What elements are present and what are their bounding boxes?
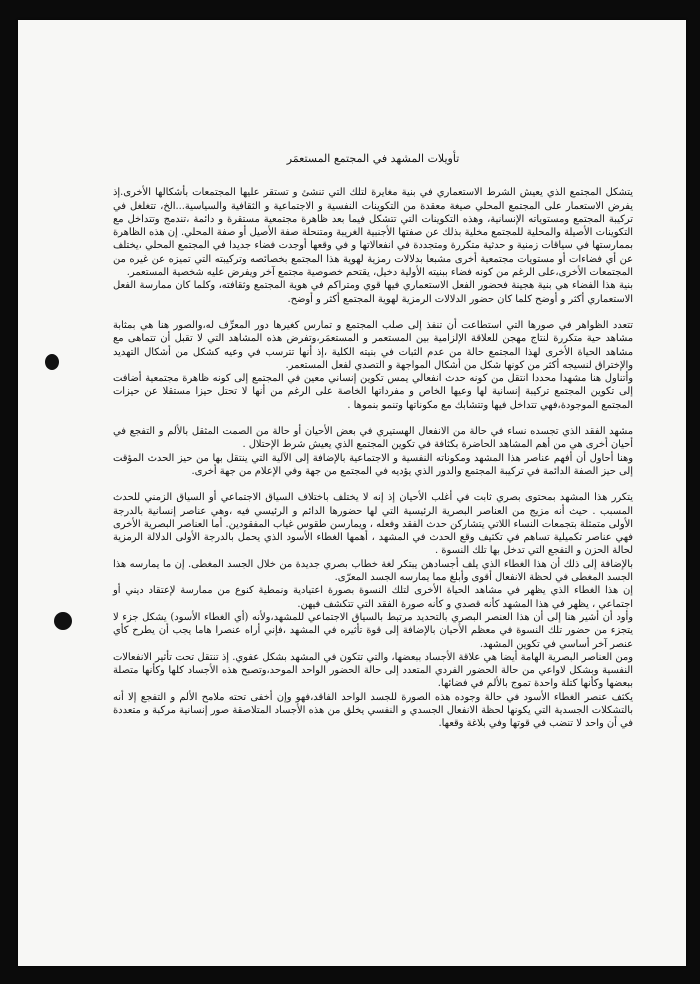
paragraph-text: يتكرر هذا المشهد بمحتوى بصري ثابت في أغلب الأحيان إذ إنه لا يختلف باختلاف السياق الاجتماعي أو السياق الزمني للحدث المسبب . حيث أنه مزيج من العناصر البصرية الرئيسية التي لها حضورها الدائم و الرئيسي فيه ،وهي عناصر إنسانية بالدرجة الأولى متمثلة بتجمعات النساء اللاتي يتشاركن حدث الفقد وفعله ، ويمارسن طقوس غياب المفقودين. أما العناصر البصرية الأخرى فهي عناصر تكميلية تساهم في تكثيف وقع الحدث في المشهد ، أهمها الغطاء الأسود الذي يحمل بالدرجة الأولى الدلالة الرمزية لحالة الحزن و التفجع التي تدخل بها تلك النسوة . xyxy=(113,492,633,557)
punch-hole-top xyxy=(45,354,59,370)
paper-sheet xyxy=(18,20,686,966)
paragraph-text: مشهد الفقد الذي تجسده نساء في حالة من الانفعال الهستيري في بعض الأحيان أو حالة من الصمت المثقل بالألم و التفجع في أحيان أخرى هي من أهم المشاهد الحاضرة بكثافة في تكوين المجتمع الذي يعيش شرط الإحتلال . xyxy=(113,426,633,451)
punch-hole-middle xyxy=(54,612,72,630)
paragraph-text: وهنا أحاول أن أفهم عناصر هذا المشهد ومكوناته النفسية و الاجتماعية بالإضافة إلى الآلية التي ينتقل بها من حيز الحدث المؤقت إلى حيز الصفة الدائمة في تركيبة المجتمع والدور الذي يؤديه في المجتمع من جهة وفي الإعلام من جهة أخرى. xyxy=(113,452,633,477)
paragraph-text: ومن العناصر البصرية الهامة أيضا هي علاقة الأجساد ببعضها، والتي تتكون في المشهد بشكل عفوي. إذ تنتقل تحت تأثير الانفعالات النفسية وبشكل لاواعي من حالة الحضور الفردي المتعدد إلى حالة الحضور الواحد الموحد،وتصبح هذه الأجساد كلها وكأنها متصلة ببعضها وكأنها كتلة واحدة تموج بالألم في فضائها. xyxy=(113,651,633,690)
paragraph-text: إن هذا الغطاء الذي يظهر في مشاهد الحياة الأخرى لتلك النسوة بصورة اعتيادية ونمطية كنوع من ممارسة لإعتقاد ديني أو اجتماعي ، يظهر في هذا المشهد كأنه قصدي و كأنه صورة الفقد التي تتكشف فيهن. xyxy=(113,585,633,610)
paragraph-4 xyxy=(113,491,633,730)
paragraph-text: يكثف عنصر الغطاء الأسود في حالة وجوده هذه الصورة للجسد الواحد الفاقد،فهو وإن أخفى تحته ملامح الألم و التفجع إلا أنه بالتشكلات الجسدية التي يكونها لحظة الانفعال الجسدي و النفسي يخلق من هذه الأجساد المتلاصقة صور إنسانية مركبة و متعددة في أن واحد لا تنضب في قوتها وفي بلاغة وقعها. xyxy=(113,691,633,730)
paragraph-text: وأتناول هنا مشهدا محددا انتقل من كونه حدث انفعالي يمس تكوين إنساني معين في المجتمع إلى كونه ظاهرة مجتمعية أضافت إلى تكوين المجتمع تركيبة إنسانية لها وعيها الخاص و مفرداتها الخاصة على الرغم من أنها لا تحتل حيزا مستقلا عن حيزات المجتمع الموجودة،فهي تتداخل فيها وتتشابك مع مكوناتها وتنمو بنموها . xyxy=(113,373,633,411)
paragraph-2 xyxy=(113,319,633,412)
paragraph-1 xyxy=(113,186,633,306)
document-title: تأويلات المشهد في المجتمع المستعمَر xyxy=(286,152,460,165)
paragraph-text: يتشكل المجتمع الذي يعيش الشرط الاستعماري في بنية مغايرة لتلك التي تنشئ و تستقر عليها المجتمعات بأشكالها الأخرى.إذ يفرض الاستعمار على المجتمع المحلي صيغة معقدة من التكوينات النفسية و الاجتماعية و الثقافية والسياسية...الخ، تتغلغل في تركيبة المجتمع ومستوياته الإنسانية، وهذه التكوينات التي تتشكل فيما بعد ظاهرة مجتمعية مستقرة و دائمة ،تندمج وتتداخل مع التكوينات الأصيلة والمحلية للمجتمع مخلية بذلك عن صفتها الأجنبية الغريبة ومتنحلة صفة الأصيل أو صفة المحلي. إن هذه الظاهرة بممارستها في سياقات زمنية و حدثية متكررة ومتجددة في انفعالاتها و في وقعها أوجدت فضاء جديدا في المجتمع المحلي ،يختلف عن أي فضاءات أو مستويات مجتمعية أخرى مشبعا بدلالات رمزية لهوية هذا المجتمع بخصائصه وتركيبته التي تميزه عن غيره من المجتمعات الأخرى،على الرغم من كونه فضاء ببنيته الأولية دخيل، يقتحم خصوصية مجتمع آخر ويفرض عليه شخصية المستعمر. xyxy=(113,187,633,279)
paragraph-text: تتعدد الظواهر في صورها التي استطاعت أن تنفذ إلى صلب المجتمع و تمارس كغيرها دور المعرِّف له،والصور هنا هي بمثابة مشاهد حية متكررة لنتاج مهجن للعلاقة الإلزامية بين المستعمر و المستعمَر،وتفرض هذه المشاهد التي لا تقبل أن تتماهى مع مشاهد الحياة الأخرى لهذا المجتمع حالة من عدم الثبات في بنيته الكلية ،إذ أنها تترسب في وعيه كشكل من أشكال التهديد والإختراق لنسيجه أكثر من كونها شكل من أشكال المواجهة و التصدي لفعل المستعمر. xyxy=(113,319,633,371)
paragraph-3 xyxy=(113,425,633,478)
document-body xyxy=(113,152,633,744)
paragraph-text: وأود أن أشير هنا إلى أن هذا العنصر البصري بالتحديد مرتبط بالسياق الاجتماعي للمشهد،ولأنه (أي الغطاء الأسود) يشكل جزء لا يتجزء من حضور تلك النسوة في معظم الأحيان بالإضافة إلى قوة تأثيره في المشهد ،فإني أراه عنصرا هاما يجب أن يطرح كأي عنصر آخر أساسي في تكوين المشهد. xyxy=(113,611,633,650)
paragraph-text: بالإضافة إلى ذلك أن هذا الغطاء الذي يلف أجسادهن يبتكر لغة خطاب بصري جديدة من خلال الجسد المغطى. إن ما يمارسه هذا الجسد المغطى في لحظة الانفعال أقوى وأبلغ مما يمارسه الجسد المعرّى. xyxy=(113,558,633,584)
paragraph-text: بنية هذا الفضاء هي بنية هجينة فحضور الفعل الاستعماري فيها قوي ومتراكم في هوية المجتمع وثقافته، وكلما كان ممارسة الفعل الاستعماري أكثر و أوضح كلما كان حضور الدلالات الرمزية لهوية المجتمع أكثر و أوضح. xyxy=(113,280,633,305)
